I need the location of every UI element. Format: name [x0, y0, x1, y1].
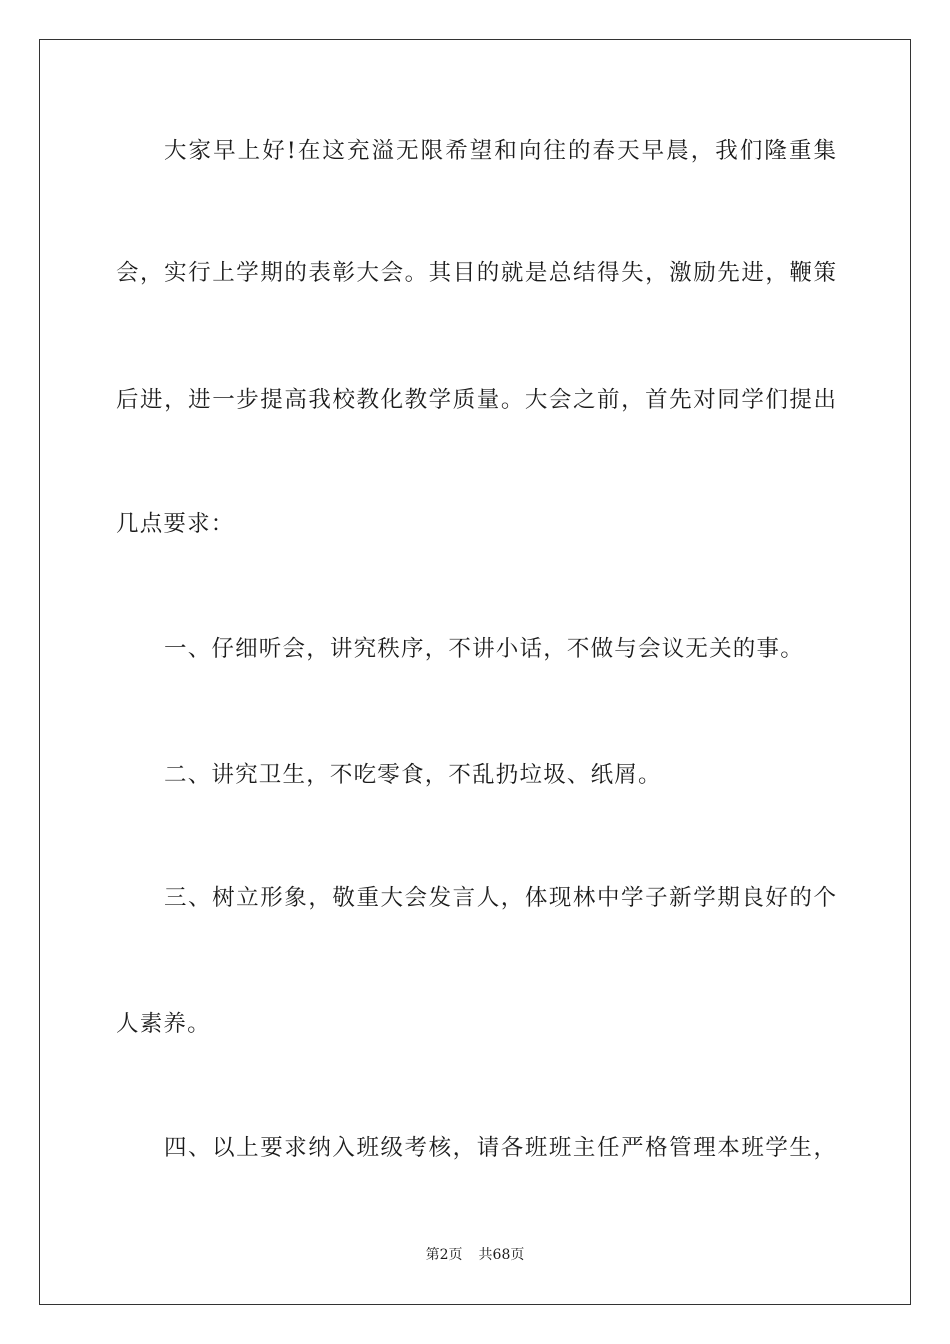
- paragraph-line: 大家早上好!在这充溢无限希望和向往的春天早晨，我们隆重集: [164, 138, 836, 164]
- paragraph-line: 三、树立形象，敬重大会发言人，体现林中学子新学期良好的个: [164, 885, 836, 911]
- paragraph-line: 后进，进一步提高我校教化教学质量。大会之前，首先对同学们提出: [116, 387, 836, 413]
- paragraph-line: 会，实行上学期的表彰大会。其目的就是总结得失，激励先进，鞭策: [116, 260, 836, 286]
- paragraph-line: 一、仔细听会，讲究秩序，不讲小话，不做与会议无关的事。: [164, 636, 804, 662]
- paragraph-line: 四、以上要求纳入班级考核，请各班班主任严格管理本班学生，: [164, 1135, 836, 1161]
- paragraph-line: 二、讲究卫生，不吃零食，不乱扔垃圾、纸屑。: [164, 762, 662, 788]
- paragraph-line: 几点要求：: [116, 511, 235, 537]
- page-number: 第2页: [425, 1247, 463, 1263]
- page-frame: [39, 39, 911, 1305]
- paragraph-line: 人素养。: [116, 1011, 211, 1037]
- page-footer: [0, 1246, 950, 1264]
- page-total: 共68页: [478, 1247, 525, 1263]
